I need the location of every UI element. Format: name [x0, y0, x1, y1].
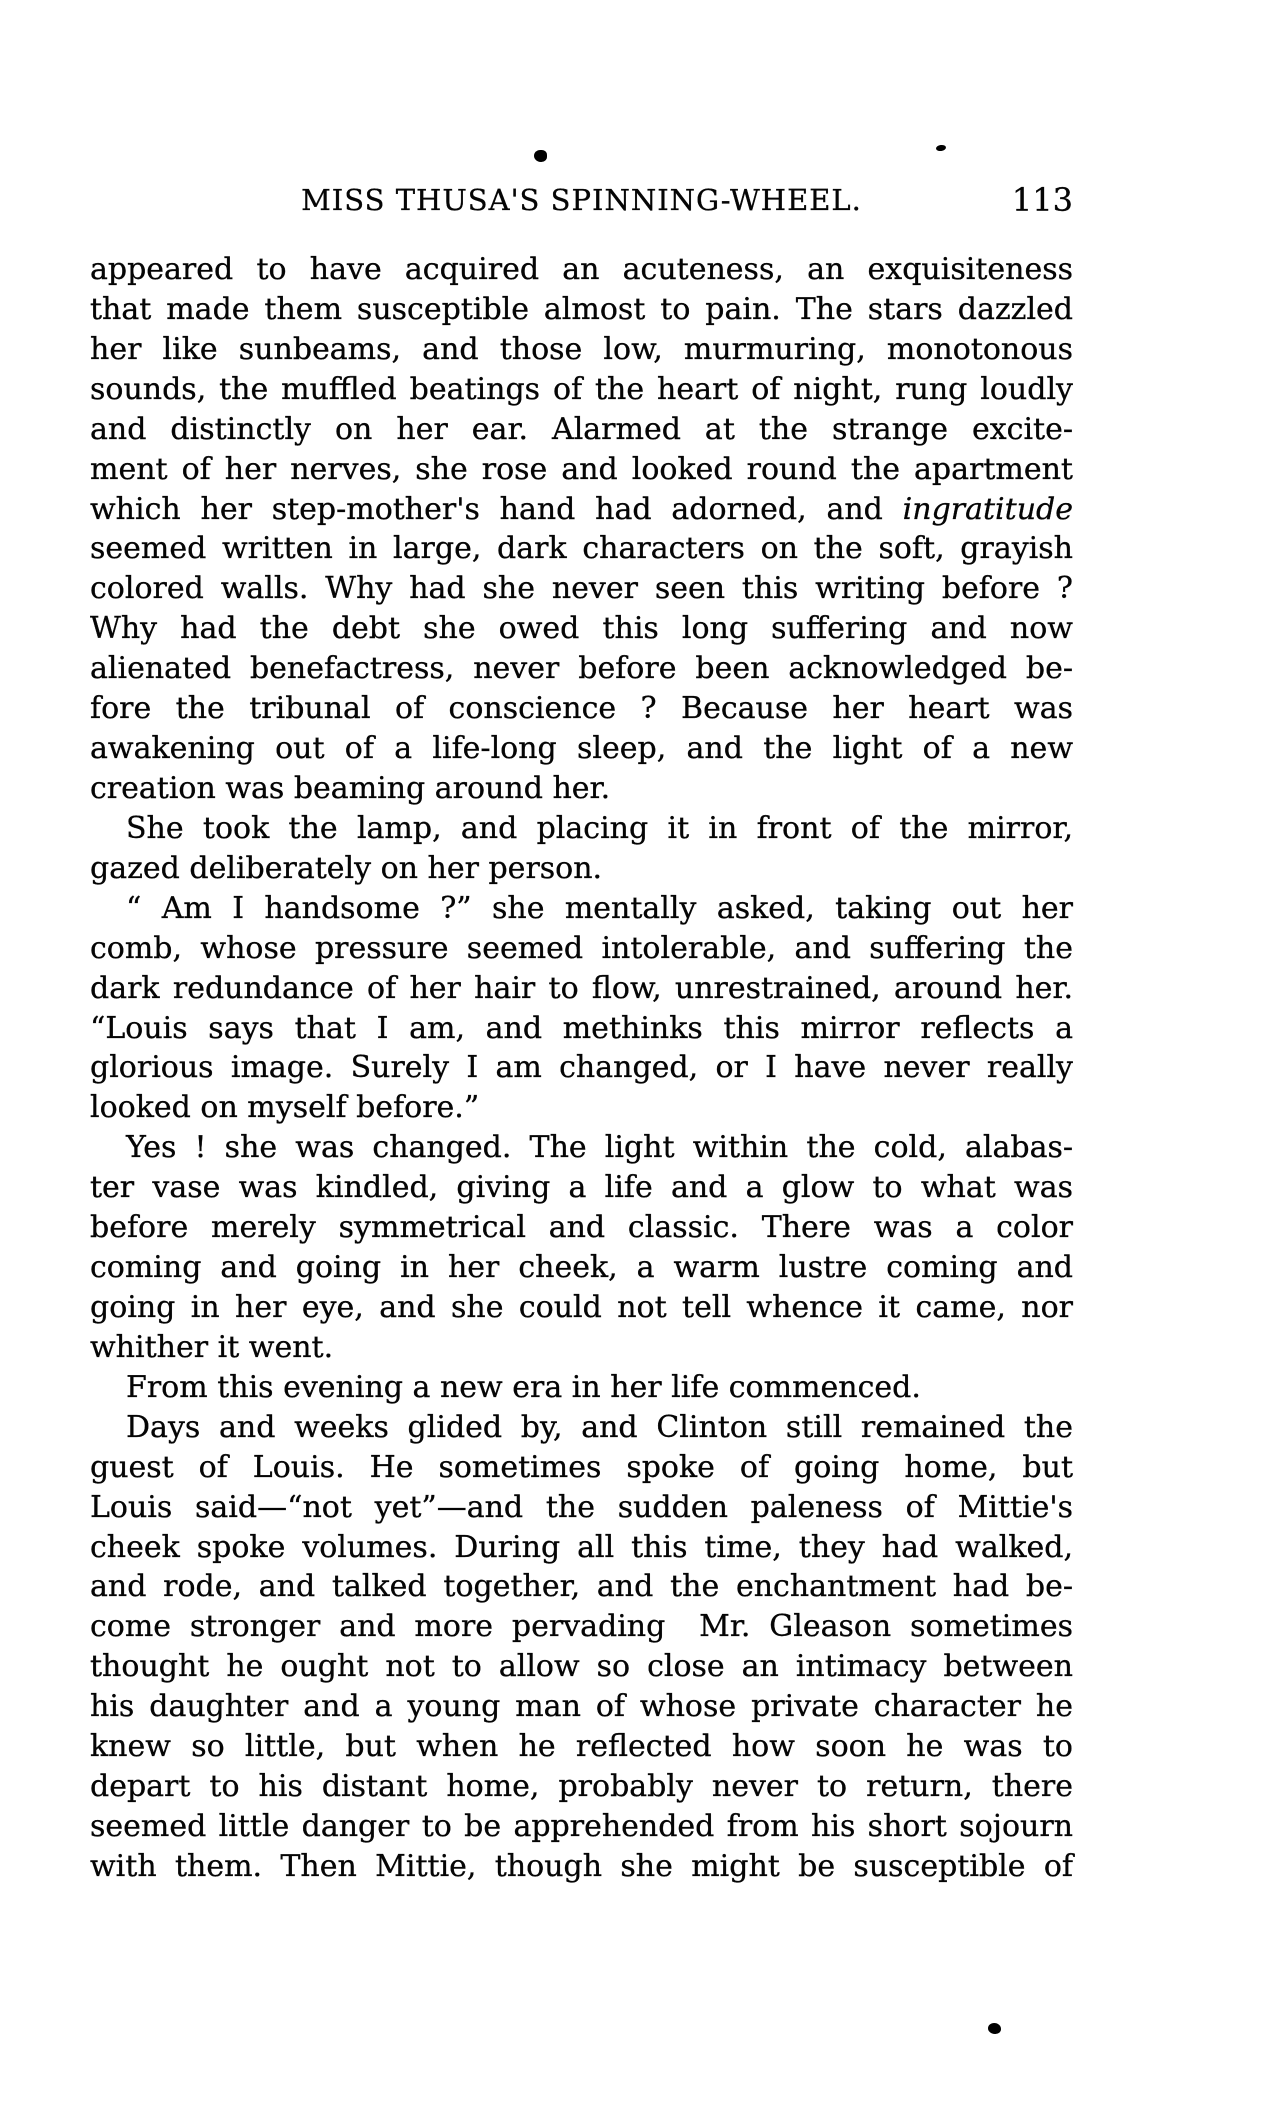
text-line: She took the lamp, and placing it in front of the mirror,: [126, 810, 1073, 846]
text-line: before merely symmetrical and classic. There was a color: [90, 1210, 1073, 1246]
text-line: dark redundance of her hair to flow, unrestrained, around her.: [90, 970, 1073, 1006]
text-line: with them. Then Mittie, though she might be susceptible of: [90, 1848, 1073, 1884]
text-line: and rode, and talked together, and the enchantment had be-: [90, 1569, 1073, 1605]
text-line: Why had the debt she owed this long suffering and now: [90, 611, 1073, 647]
text-line: glorious image. Surely I am changed, or I have never really: [90, 1050, 1073, 1086]
text-line: cheek spoke volumes. During all this time, they had walked,: [90, 1529, 1073, 1565]
text-line: fore the tribunal of conscience ? Because her heart was: [90, 691, 1073, 727]
text-line: and distinctly on her ear. Alarmed at the strange excite-: [90, 411, 1073, 447]
text-line: “Louis says that I am, and methinks this mirror reflects a: [90, 1010, 1073, 1046]
text-line: his daughter and a young man of whose private character he: [90, 1689, 1073, 1725]
text-line: coming and going in her cheek, a warm lustre coming and: [90, 1250, 1073, 1286]
text-line: creation was beaming around her.: [90, 770, 611, 806]
text-line: whither it went.: [90, 1329, 334, 1365]
text-line: depart to his distant home, probably never to return, there: [90, 1769, 1073, 1805]
ink-speck: [988, 2023, 1001, 2034]
text-line: colored walls. Why had she never seen this writing before ?: [90, 571, 1073, 607]
text-line: “ Am I handsome ?” she mentally asked, taking out her: [126, 890, 1073, 926]
text-line: seemed little danger to be apprehended from his short sojourn: [90, 1808, 1073, 1844]
text-line: looked on myself before.”: [90, 1090, 480, 1126]
text-line: going in her eye, and she could not tell whence it came, nor: [90, 1289, 1073, 1325]
text-line: Days and weeks glided by, and Clinton still remained the: [126, 1409, 1073, 1445]
text-line: gazed deliberately on her person.: [90, 850, 603, 886]
text-line: ter vase was kindled, giving a life and a glow to what was: [90, 1170, 1073, 1206]
text-line: sounds, the muffled beatings of the heart of night, rung loudly: [90, 371, 1073, 407]
text-line: awakening out of a life-long sleep, and the light of a new: [90, 731, 1073, 767]
text-line: seemed written in large, dark characters on the soft, grayish: [90, 531, 1073, 567]
text-line: that made them susceptible almost to pain. The stars dazzled: [90, 291, 1073, 327]
text-line: guest of Louis. He sometimes spoke of going home, but: [90, 1449, 1073, 1485]
text-body: [90, 250, 1073, 1887]
text-line: From this evening a new era in her life commenced.: [126, 1369, 921, 1405]
text-line: which her step-mother's hand had adorned, and ingratitude: [90, 491, 1073, 527]
text-line: ment of her nerves, she rose and looked round the apartment: [90, 451, 1073, 487]
text-line: thought he ought not to allow so close an intimacy between: [90, 1649, 1073, 1685]
text-line: Yes ! she was changed. The light within the cold, alabas-: [126, 1130, 1073, 1166]
ink-speck: [534, 150, 547, 162]
text-line: alienated benefactress, never before been acknowledged be-: [90, 651, 1073, 687]
ink-speck: [936, 144, 947, 151]
text-line: Louis said—“not yet”—and the sudden paleness of Mittie's: [90, 1489, 1073, 1525]
page-title: MISS THUSA'S SPINNING-WHEEL.: [301, 183, 862, 217]
text-line: appeared to have acquired an acuteness, an exquisiteness: [90, 252, 1073, 287]
text-line: comb, whose pressure seemed intolerable, and suffering the: [90, 930, 1073, 966]
text-line: knew so little, but when he reflected how soon he was to: [90, 1729, 1073, 1765]
page-number: 113: [1011, 181, 1073, 219]
text-line: come stronger and more pervading Mr. Gleason sometimes: [90, 1609, 1073, 1645]
text-line: her like sunbeams, and those low, murmuring, monotonous: [90, 331, 1073, 367]
running-header: [90, 182, 1073, 222]
